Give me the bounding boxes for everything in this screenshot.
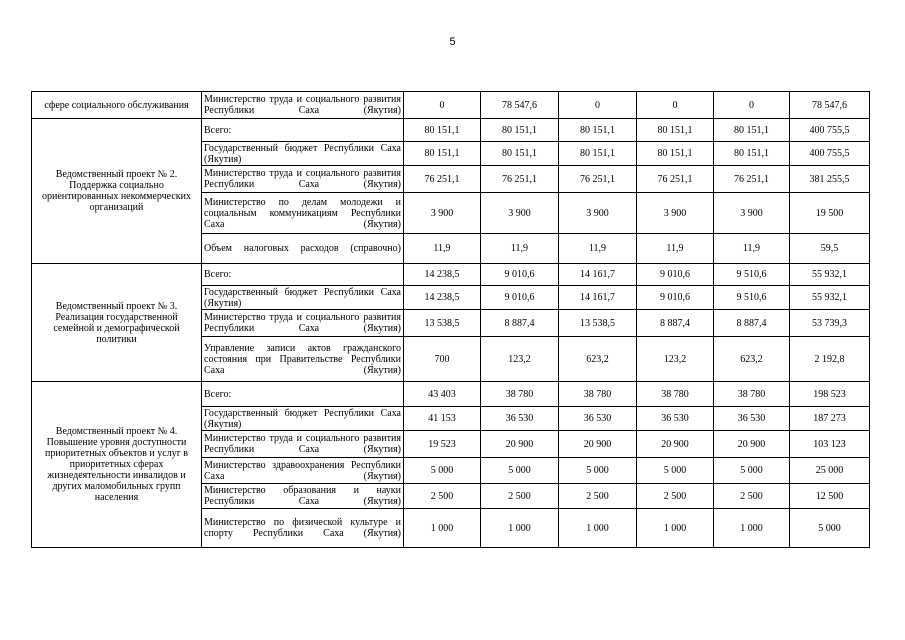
year-value-cell: 1 000 [714, 509, 790, 548]
year-value-cell: 80 151,1 [637, 119, 714, 142]
total-value-cell: 78 547,6 [790, 92, 870, 119]
funding-source-cell: Государственный бюджет Республики Саха (Якутия) [202, 142, 404, 166]
year-value-cell: 80 151,1 [481, 119, 559, 142]
year-value-cell: 14 161,7 [559, 286, 637, 310]
year-value-cell: 700 [404, 337, 481, 382]
total-value-cell: 198 523 [790, 382, 870, 407]
year-value-cell: 76 251,1 [559, 166, 637, 193]
total-value-cell: 59,5 [790, 234, 870, 264]
year-value-cell: 1 000 [559, 509, 637, 548]
total-value-cell: 103 123 [790, 431, 870, 458]
year-value-cell: 0 [559, 92, 637, 119]
total-value-cell: 2 192,8 [790, 337, 870, 382]
year-value-cell: 2 500 [714, 484, 790, 509]
year-value-cell: 3 900 [714, 193, 790, 234]
year-value-cell: 9 510,6 [714, 264, 790, 286]
funding-source-cell: Министерство труда и социального развития Республики Саха (Якутия) [202, 92, 404, 119]
year-value-cell: 3 900 [637, 193, 714, 234]
year-value-cell: 13 538,5 [404, 310, 481, 337]
year-value-cell: 8 887,4 [714, 310, 790, 337]
table-row [32, 264, 870, 286]
project-name-cell: Ведомственный проект № 2. Поддержка социально ориентированных некоммерческих организаций [32, 119, 202, 264]
year-value-cell: 9 010,6 [481, 264, 559, 286]
year-value-cell: 2 500 [637, 484, 714, 509]
year-value-cell: 11,9 [481, 234, 559, 264]
year-value-cell: 20 900 [637, 431, 714, 458]
funding-source-cell: Министерство труда и социального развития Республики Саха (Якутия) [202, 431, 404, 458]
year-value-cell: 3 900 [481, 193, 559, 234]
year-value-cell: 11,9 [714, 234, 790, 264]
year-value-cell: 0 [714, 92, 790, 119]
year-value-cell: 2 500 [481, 484, 559, 509]
year-value-cell: 5 000 [714, 458, 790, 484]
total-value-cell: 53 739,3 [790, 310, 870, 337]
year-value-cell: 20 900 [481, 431, 559, 458]
year-value-cell: 38 780 [481, 382, 559, 407]
table-row [32, 119, 870, 142]
year-value-cell: 11,9 [559, 234, 637, 264]
year-value-cell: 1 000 [404, 509, 481, 548]
year-value-cell: 13 538,5 [559, 310, 637, 337]
year-value-cell: 5 000 [404, 458, 481, 484]
table-row [32, 382, 870, 407]
year-value-cell: 11,9 [404, 234, 481, 264]
year-value-cell: 36 530 [637, 407, 714, 431]
year-value-cell: 80 151,1 [559, 119, 637, 142]
year-value-cell: 11,9 [637, 234, 714, 264]
funding-source-cell: Государственный бюджет Республики Саха (Якутия) [202, 286, 404, 310]
year-value-cell: 623,2 [714, 337, 790, 382]
year-value-cell: 38 780 [637, 382, 714, 407]
year-value-cell: 2 500 [404, 484, 481, 509]
page-number: 5 [449, 36, 456, 48]
project-name-cell: сфере социального обслуживания [32, 92, 202, 119]
year-value-cell: 36 530 [714, 407, 790, 431]
total-value-cell: 381 255,5 [790, 166, 870, 193]
funding-source-cell: Министерство по делам молодежи и социальным коммуникациям Республики Саха (Якутия) [202, 193, 404, 234]
funding-source-cell: Всего: [202, 382, 404, 407]
year-value-cell: 14 238,5 [404, 264, 481, 286]
year-value-cell: 80 151,1 [559, 142, 637, 166]
year-value-cell: 2 500 [559, 484, 637, 509]
year-value-cell: 76 251,1 [714, 166, 790, 193]
year-value-cell: 78 547,6 [481, 92, 559, 119]
total-value-cell: 5 000 [790, 509, 870, 548]
funding-source-cell: Министерство образования и науки Республики Саха (Якутия) [202, 484, 404, 509]
year-value-cell: 19 523 [404, 431, 481, 458]
year-value-cell: 5 000 [481, 458, 559, 484]
funding-source-cell: Всего: [202, 119, 404, 142]
year-value-cell: 43 403 [404, 382, 481, 407]
total-value-cell: 187 273 [790, 407, 870, 431]
year-value-cell: 38 780 [714, 382, 790, 407]
funding-source-cell: Министерство по физической культуре и спорту Республики Саха (Якутия) [202, 509, 404, 548]
year-value-cell: 80 151,1 [637, 142, 714, 166]
year-value-cell: 76 251,1 [481, 166, 559, 193]
year-value-cell: 8 887,4 [481, 310, 559, 337]
year-value-cell: 20 900 [559, 431, 637, 458]
year-value-cell: 1 000 [481, 509, 559, 548]
budget-table [31, 91, 870, 548]
total-value-cell: 25 000 [790, 458, 870, 484]
total-value-cell: 55 932,1 [790, 264, 870, 286]
total-value-cell: 55 932,1 [790, 286, 870, 310]
funding-source-cell: Управление записи актов гражданского состояния при Правительстве Республики Саха (Якутия) [202, 337, 404, 382]
table-row [32, 92, 870, 119]
project-name-cell: Ведомственный проект № 4. Повышение уровня доступности приоритетных объектов и услуг в приоритетных сферах жизнедеятельности инвалидов и других маломобильных групп населения [32, 382, 202, 548]
total-value-cell: 19 500 [790, 193, 870, 234]
year-value-cell: 3 900 [559, 193, 637, 234]
year-value-cell: 14 238,5 [404, 286, 481, 310]
funding-source-cell: Государственный бюджет Республики Саха (Якутия) [202, 407, 404, 431]
year-value-cell: 38 780 [559, 382, 637, 407]
year-value-cell: 0 [637, 92, 714, 119]
year-value-cell: 80 151,1 [404, 142, 481, 166]
year-value-cell: 80 151,1 [714, 119, 790, 142]
year-value-cell: 9 010,6 [481, 286, 559, 310]
year-value-cell: 80 151,1 [481, 142, 559, 166]
year-value-cell: 5 000 [559, 458, 637, 484]
funding-source-cell: Министерство здравоохранения Республики Саха (Якутия) [202, 458, 404, 484]
year-value-cell: 0 [404, 92, 481, 119]
year-value-cell: 5 000 [637, 458, 714, 484]
year-value-cell: 1 000 [637, 509, 714, 548]
year-value-cell: 123,2 [637, 337, 714, 382]
year-value-cell: 9 010,6 [637, 264, 714, 286]
funding-source-cell: Министерство труда и социального развития Республики Саха (Якутия) [202, 166, 404, 193]
year-value-cell: 3 900 [404, 193, 481, 234]
year-value-cell: 9 010,6 [637, 286, 714, 310]
year-value-cell: 36 530 [481, 407, 559, 431]
funding-source-cell: Всего: [202, 264, 404, 286]
year-value-cell: 80 151,1 [404, 119, 481, 142]
total-value-cell: 400 755,5 [790, 142, 870, 166]
year-value-cell: 36 530 [559, 407, 637, 431]
year-value-cell: 14 161,7 [559, 264, 637, 286]
year-value-cell: 123,2 [481, 337, 559, 382]
year-value-cell: 20 900 [714, 431, 790, 458]
year-value-cell: 76 251,1 [404, 166, 481, 193]
year-value-cell: 8 887,4 [637, 310, 714, 337]
project-name-cell: Ведомственный проект № 3. Реализация государственной семейной и демографической политики [32, 264, 202, 382]
funding-source-cell: Министерство труда и социального развития Республики Саха (Якутия) [202, 310, 404, 337]
year-value-cell: 41 153 [404, 407, 481, 431]
total-value-cell: 12 500 [790, 484, 870, 509]
year-value-cell: 623,2 [559, 337, 637, 382]
year-value-cell: 9 510,6 [714, 286, 790, 310]
year-value-cell: 80 151,1 [714, 142, 790, 166]
year-value-cell: 76 251,1 [637, 166, 714, 193]
total-value-cell: 400 755,5 [790, 119, 870, 142]
funding-source-cell: Объем налоговых расходов (справочно) [202, 234, 404, 264]
